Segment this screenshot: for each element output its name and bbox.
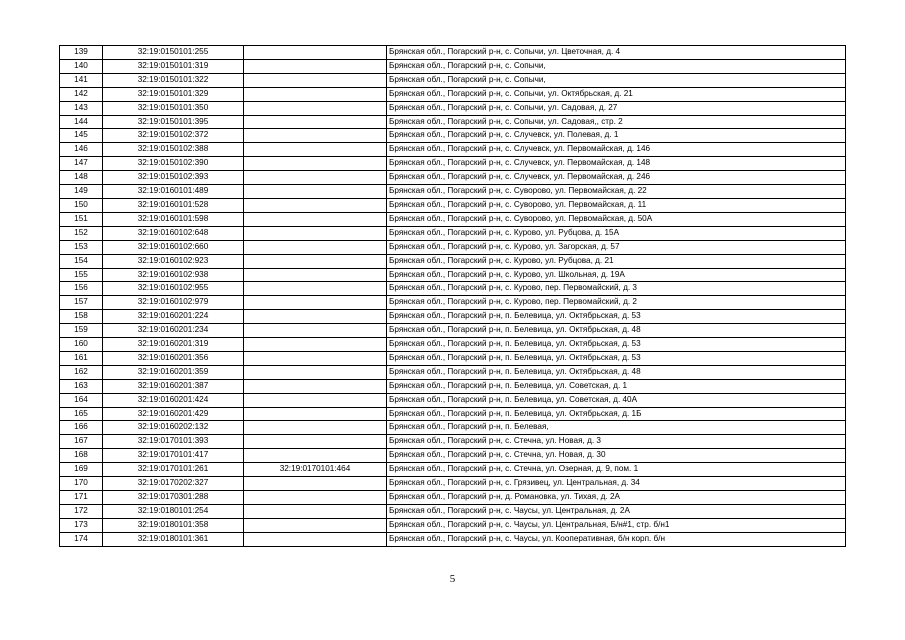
table-row [60, 407, 846, 421]
row-number-cell: 146 [60, 143, 103, 157]
registry-table-body [60, 46, 846, 547]
table-row [60, 198, 846, 212]
cadastral-number-cell: 32:19:0150101:255 [103, 46, 244, 60]
row-number-cell: 152 [60, 226, 103, 240]
table-row [60, 226, 846, 240]
row-number-cell: 156 [60, 282, 103, 296]
cadastral-number-cell: 32:19:0150101:319 [103, 59, 244, 73]
secondary-cadastral-number-cell [244, 254, 387, 268]
address-cell: Брянская обл., Погарский р-н, с. Чаусы, ул. Кооперативная, б/н корп. б/н [387, 532, 846, 546]
row-number-cell: 140 [60, 59, 103, 73]
cadastral-number-cell: 32:19:0180101:254 [103, 504, 244, 518]
table-row [60, 504, 846, 518]
table-row [60, 421, 846, 435]
address-cell: Брянская обл., Погарский р-н, п. Белевица, ул. Советская, д. 1 [387, 379, 846, 393]
cadastral-number-cell: 32:19:0160202:132 [103, 421, 244, 435]
row-number-cell: 139 [60, 46, 103, 60]
secondary-cadastral-number-cell: 32:19:0170101:464 [244, 463, 387, 477]
secondary-cadastral-number-cell [244, 212, 387, 226]
secondary-cadastral-number-cell [244, 518, 387, 532]
table-row [60, 449, 846, 463]
cadastral-number-cell: 32:19:0160102:660 [103, 240, 244, 254]
address-cell: Брянская обл., Погарский р-н, с. Суворово, ул. Первомайская, д. 11 [387, 198, 846, 212]
address-cell: Брянская обл., Погарский р-н, с. Сопычи, ул. Октябрьская, д. 21 [387, 87, 846, 101]
row-number-cell: 158 [60, 310, 103, 324]
table-row [60, 324, 846, 338]
cadastral-number-cell: 32:19:0160201:356 [103, 351, 244, 365]
secondary-cadastral-number-cell [244, 365, 387, 379]
secondary-cadastral-number-cell [244, 115, 387, 129]
table-row [60, 282, 846, 296]
row-number-cell: 149 [60, 185, 103, 199]
row-number-cell: 166 [60, 421, 103, 435]
secondary-cadastral-number-cell [244, 59, 387, 73]
table-row [60, 212, 846, 226]
row-number-cell: 169 [60, 463, 103, 477]
table-row [60, 365, 846, 379]
row-number-cell: 154 [60, 254, 103, 268]
table-row [60, 143, 846, 157]
cadastral-number-cell: 32:19:0170301:288 [103, 491, 244, 505]
secondary-cadastral-number-cell [244, 73, 387, 87]
row-number-cell: 147 [60, 157, 103, 171]
row-number-cell: 142 [60, 87, 103, 101]
row-number-cell: 174 [60, 532, 103, 546]
cadastral-number-cell: 32:19:0160101:489 [103, 185, 244, 199]
table-row [60, 171, 846, 185]
cadastral-number-cell: 32:19:0150101:322 [103, 73, 244, 87]
cadastral-number-cell: 32:19:0160102:648 [103, 226, 244, 240]
cadastral-number-cell: 32:19:0150102:372 [103, 129, 244, 143]
row-number-cell: 161 [60, 351, 103, 365]
address-cell: Брянская обл., Погарский р-н, с. Сопычи, ул. Садовая,, стр. 2 [387, 115, 846, 129]
address-cell: Брянская обл., Погарский р-н, с. Чаусы, ул. Центральная, д. 2А [387, 504, 846, 518]
row-number-cell: 167 [60, 435, 103, 449]
secondary-cadastral-number-cell [244, 351, 387, 365]
address-cell: Брянская обл., Погарский р-н, с. Курово, ул. Загорская, д. 57 [387, 240, 846, 254]
cadastral-number-cell: 32:19:0150102:390 [103, 157, 244, 171]
secondary-cadastral-number-cell [244, 491, 387, 505]
address-cell: Брянская обл., Погарский р-н, с. Курово, ул. Рубцова, д. 15А [387, 226, 846, 240]
secondary-cadastral-number-cell [244, 477, 387, 491]
cadastral-number-cell: 32:19:0150102:388 [103, 143, 244, 157]
cadastral-number-cell: 32:19:0160201:234 [103, 324, 244, 338]
cadastral-number-cell: 32:19:0160102:979 [103, 296, 244, 310]
table-row [60, 73, 846, 87]
address-cell: Брянская обл., Погарский р-н, с. Курово, пер. Первомайский, д. 2 [387, 296, 846, 310]
cadastral-number-cell: 32:19:0170101:393 [103, 435, 244, 449]
cadastral-number-cell: 32:19:0160201:224 [103, 310, 244, 324]
table-row [60, 101, 846, 115]
secondary-cadastral-number-cell [244, 310, 387, 324]
table-row [60, 351, 846, 365]
table-row [60, 393, 846, 407]
cadastral-number-cell: 32:19:0160201:424 [103, 393, 244, 407]
cadastral-number-cell: 32:19:0160201:359 [103, 365, 244, 379]
row-number-cell: 153 [60, 240, 103, 254]
address-cell: Брянская обл., Погарский р-н, п. Белевица, ул. Октябрьская, д. 53 [387, 310, 846, 324]
cadastral-number-cell: 32:19:0170202:327 [103, 477, 244, 491]
row-number-cell: 150 [60, 198, 103, 212]
row-number-cell: 144 [60, 115, 103, 129]
cadastral-number-cell: 32:19:0150101:329 [103, 87, 244, 101]
secondary-cadastral-number-cell [244, 129, 387, 143]
page-number: 5 [449, 573, 456, 585]
address-cell: Брянская обл., Погарский р-н, с. Случевск, ул. Первомайская, д. 148 [387, 157, 846, 171]
secondary-cadastral-number-cell [244, 449, 387, 463]
table-row [60, 87, 846, 101]
row-number-cell: 148 [60, 171, 103, 185]
cadastral-number-cell: 32:19:0150102:393 [103, 171, 244, 185]
secondary-cadastral-number-cell [244, 46, 387, 60]
secondary-cadastral-number-cell [244, 157, 387, 171]
address-cell: Брянская обл., Погарский р-н, п. Белевица, ул. Советская, д. 40А [387, 393, 846, 407]
table-row [60, 59, 846, 73]
address-cell: Брянская обл., Погарский р-н, с. Случевск, ул. Первомайская, д. 246 [387, 171, 846, 185]
registry-table [59, 45, 846, 547]
address-cell: Брянская обл., Погарский р-н, с. Чаусы, ул. Центральная, Б/н#1, стр. б/н1 [387, 518, 846, 532]
row-number-cell: 168 [60, 449, 103, 463]
row-number-cell: 164 [60, 393, 103, 407]
table-row [60, 185, 846, 199]
cadastral-number-cell: 32:19:0160102:955 [103, 282, 244, 296]
table-row [60, 240, 846, 254]
address-cell: Брянская обл., Погарский р-н, п. Белевица, ул. Октябрьская, д. 48 [387, 365, 846, 379]
table-row [60, 463, 846, 477]
address-cell: Брянская обл., Погарский р-н, с. Курово, ул. Школьная, д. 19А [387, 268, 846, 282]
secondary-cadastral-number-cell [244, 407, 387, 421]
address-cell: Брянская обл., Погарский р-н, с. Стечна, ул. Новая, д. 3 [387, 435, 846, 449]
cadastral-number-cell: 32:19:0170101:417 [103, 449, 244, 463]
address-cell: Брянская обл., Погарский р-н, с. Курово, ул. Рубцова, д. 21 [387, 254, 846, 268]
table-row [60, 532, 846, 546]
table-row [60, 46, 846, 60]
row-number-cell: 155 [60, 268, 103, 282]
cadastral-number-cell: 32:19:0160201:319 [103, 338, 244, 352]
cadastral-number-cell: 32:19:0150101:350 [103, 101, 244, 115]
table-row [60, 477, 846, 491]
secondary-cadastral-number-cell [244, 87, 387, 101]
secondary-cadastral-number-cell [244, 338, 387, 352]
secondary-cadastral-number-cell [244, 101, 387, 115]
cadastral-number-cell: 32:19:0160201:429 [103, 407, 244, 421]
address-cell: Брянская обл., Погарский р-н, п. Белевица, ул. Октябрьская, д. 1Б [387, 407, 846, 421]
address-cell: Брянская обл., Погарский р-н, с. Стечна, ул. Озерная, д. 9, пом. 1 [387, 463, 846, 477]
secondary-cadastral-number-cell [244, 296, 387, 310]
cadastral-number-cell: 32:19:0160201:387 [103, 379, 244, 393]
address-cell: Брянская обл., Погарский р-н, д. Романовка, ул. Тихая, д. 2А [387, 491, 846, 505]
secondary-cadastral-number-cell [244, 185, 387, 199]
table-row [60, 518, 846, 532]
cadastral-number-cell: 32:19:0160102:923 [103, 254, 244, 268]
cadastral-number-cell: 32:19:0180101:361 [103, 532, 244, 546]
address-cell: Брянская обл., Погарский р-н, п. Белевая, [387, 421, 846, 435]
row-number-cell: 165 [60, 407, 103, 421]
cadastral-number-cell: 32:19:0150101:395 [103, 115, 244, 129]
secondary-cadastral-number-cell [244, 421, 387, 435]
address-cell: Брянская обл., Погарский р-н, с. Грязивец, ул. Центральная, д. 34 [387, 477, 846, 491]
address-cell: Брянская обл., Погарский р-н, п. Белевица, ул. Октябрьская, д. 53 [387, 338, 846, 352]
secondary-cadastral-number-cell [244, 143, 387, 157]
row-number-cell: 141 [60, 73, 103, 87]
table-row [60, 435, 846, 449]
address-cell: Брянская обл., Погарский р-н, с. Стечна, ул. Новая, д. 30 [387, 449, 846, 463]
address-cell: Брянская обл., Погарский р-н, с. Случевск, ул. Первомайская, д. 146 [387, 143, 846, 157]
table-row [60, 338, 846, 352]
row-number-cell: 145 [60, 129, 103, 143]
secondary-cadastral-number-cell [244, 393, 387, 407]
secondary-cadastral-number-cell [244, 226, 387, 240]
cadastral-number-cell: 32:19:0160102:938 [103, 268, 244, 282]
address-cell: Брянская обл., Погарский р-н, с. Случевск, ул. Полевая, д. 1 [387, 129, 846, 143]
secondary-cadastral-number-cell [244, 198, 387, 212]
address-cell: Брянская обл., Погарский р-н, с. Суворово, ул. Первомайская, д. 50А [387, 212, 846, 226]
secondary-cadastral-number-cell [244, 504, 387, 518]
row-number-cell: 151 [60, 212, 103, 226]
table-row [60, 115, 846, 129]
row-number-cell: 163 [60, 379, 103, 393]
row-number-cell: 162 [60, 365, 103, 379]
address-cell: Брянская обл., Погарский р-н, п. Белевица, ул. Октябрьская, д. 48 [387, 324, 846, 338]
address-cell: Брянская обл., Погарский р-н, с. Суворово, ул. Первомайская, д. 22 [387, 185, 846, 199]
row-number-cell: 159 [60, 324, 103, 338]
table-row [60, 129, 846, 143]
table-row [60, 296, 846, 310]
secondary-cadastral-number-cell [244, 268, 387, 282]
table-row [60, 491, 846, 505]
address-cell: Брянская обл., Погарский р-н, с. Сопычи, [387, 73, 846, 87]
row-number-cell: 143 [60, 101, 103, 115]
row-number-cell: 173 [60, 518, 103, 532]
table-row [60, 254, 846, 268]
address-cell: Брянская обл., Погарский р-н, с. Сопычи, [387, 59, 846, 73]
secondary-cadastral-number-cell [244, 171, 387, 185]
cadastral-number-cell: 32:19:0180101:358 [103, 518, 244, 532]
table-row [60, 379, 846, 393]
address-cell: Брянская обл., Погарский р-н, с. Сопычи, ул. Цветочная, д. 4 [387, 46, 846, 60]
secondary-cadastral-number-cell [244, 379, 387, 393]
cadastral-number-cell: 32:19:0160101:598 [103, 212, 244, 226]
secondary-cadastral-number-cell [244, 435, 387, 449]
row-number-cell: 160 [60, 338, 103, 352]
row-number-cell: 157 [60, 296, 103, 310]
secondary-cadastral-number-cell [244, 532, 387, 546]
address-cell: Брянская обл., Погарский р-н, с. Сопычи, ул. Садовая, д. 27 [387, 101, 846, 115]
table-row [60, 157, 846, 171]
secondary-cadastral-number-cell [244, 324, 387, 338]
address-cell: Брянская обл., Погарский р-н, с. Курово, пер. Первомайский, д. 3 [387, 282, 846, 296]
table-row [60, 310, 846, 324]
secondary-cadastral-number-cell [244, 240, 387, 254]
row-number-cell: 171 [60, 491, 103, 505]
row-number-cell: 172 [60, 504, 103, 518]
secondary-cadastral-number-cell [244, 282, 387, 296]
cadastral-number-cell: 32:19:0170101:261 [103, 463, 244, 477]
address-cell: Брянская обл., Погарский р-н, п. Белевица, ул. Октябрьская, д. 53 [387, 351, 846, 365]
cadastral-number-cell: 32:19:0160101:528 [103, 198, 244, 212]
table-row [60, 268, 846, 282]
row-number-cell: 170 [60, 477, 103, 491]
